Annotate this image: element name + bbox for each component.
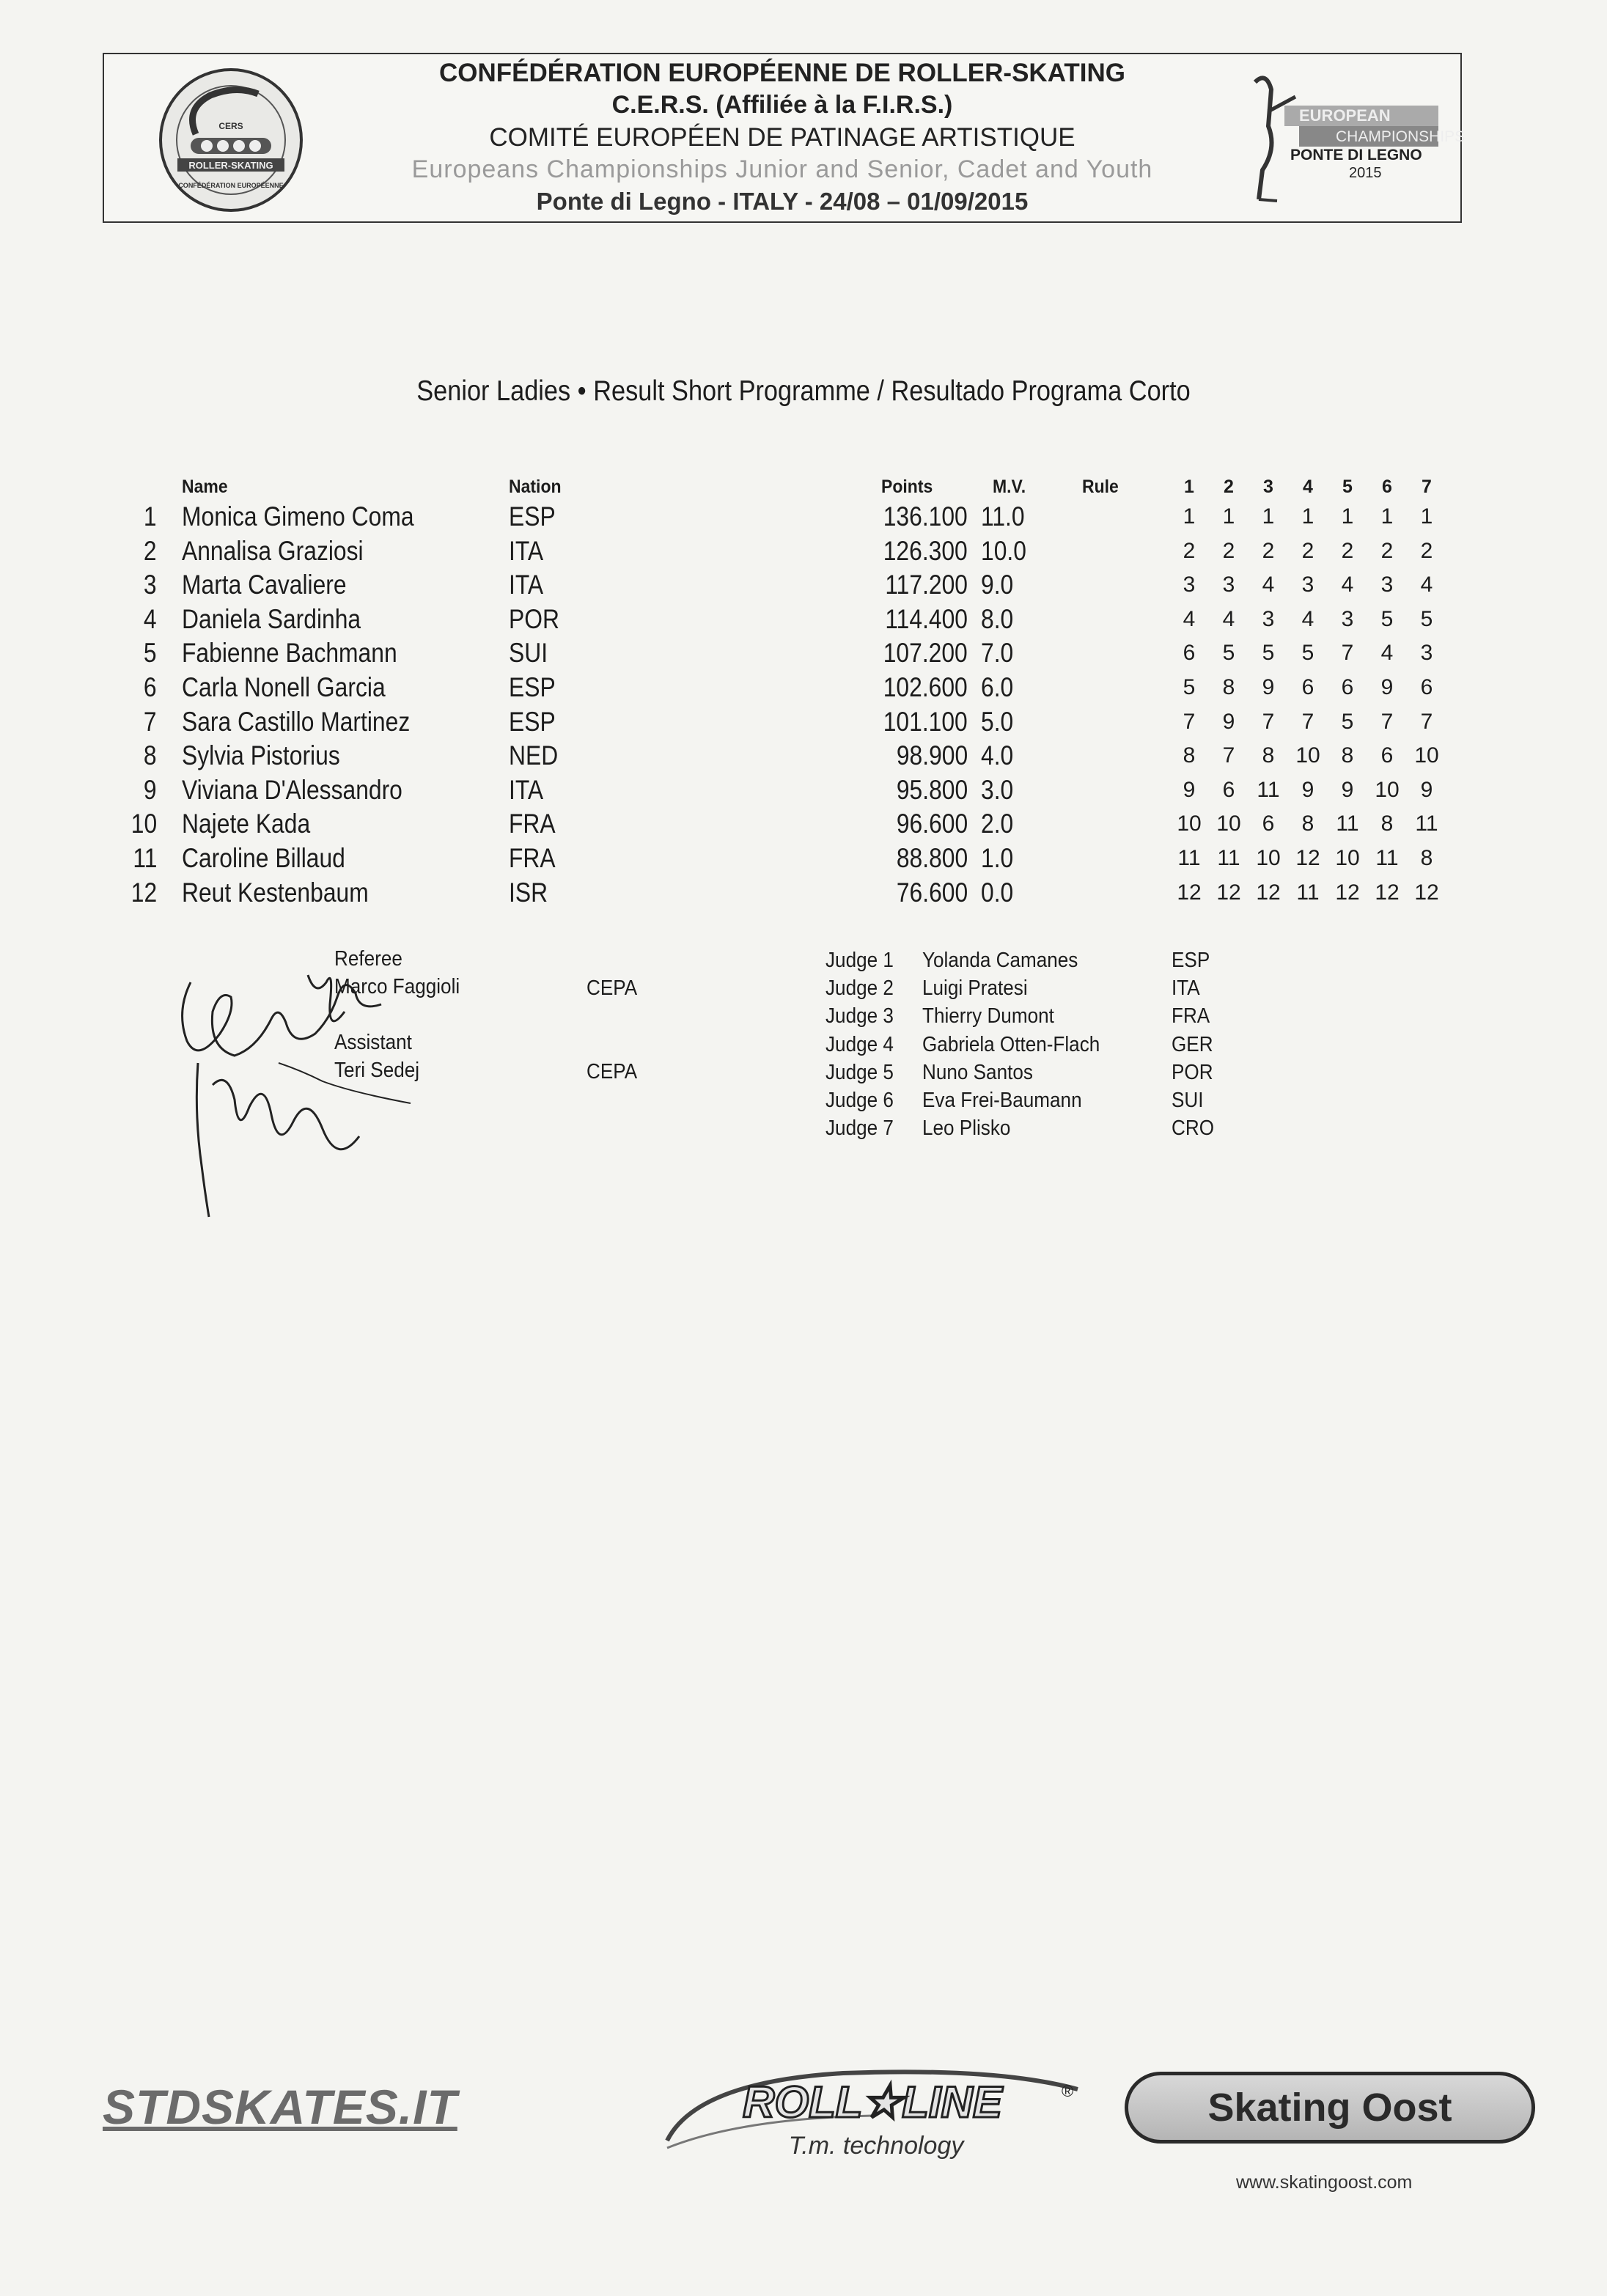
mv-cell: 1.0 xyxy=(981,843,1014,873)
points-cell: 126.300 xyxy=(883,535,968,566)
judge-panel-name: Leo Plisko xyxy=(922,1116,1011,1141)
judge-score-cell: 12 xyxy=(1256,880,1281,905)
place-cell: 12 xyxy=(130,877,157,908)
sponsor-stdskates: STDSKATES.IT xyxy=(103,2080,457,2134)
judge-score-cell: 3 xyxy=(1341,606,1354,631)
judge-panel-label: Judge 7 xyxy=(825,1116,894,1141)
judge-score-cell: 12 xyxy=(1295,846,1320,870)
judge-panel-name: Eva Frei-Baumann xyxy=(922,1089,1082,1112)
judge-score-cell: 10 xyxy=(1256,846,1281,870)
points-cell: 107.200 xyxy=(883,638,968,669)
judge-score-cell: 10 xyxy=(1335,846,1360,870)
judge-score-cell: 6 xyxy=(1420,675,1433,699)
judge-score-cell: 10 xyxy=(1414,743,1439,768)
championship-logo-text-1: EUROPEAN xyxy=(1299,106,1391,125)
judge-panel-nation: POR xyxy=(1172,1060,1213,1084)
judge-score-cell: 9 xyxy=(1341,777,1354,802)
judge-score-cell: 3 xyxy=(1222,573,1235,597)
judge-score-cell: 12 xyxy=(1414,880,1439,905)
judge-score-cell: 3 xyxy=(1420,641,1433,666)
points-cell: 117.200 xyxy=(885,570,968,600)
nation-cell: ITA xyxy=(509,774,544,805)
judge-score-cell: 1 xyxy=(1262,504,1275,529)
mv-cell: 4.0 xyxy=(981,740,1014,771)
judge-score-cell: 5 xyxy=(1262,641,1275,666)
nation-cell: FRA xyxy=(509,809,556,839)
judge-score-cell: 1 xyxy=(1301,504,1314,529)
judge-score-cell: 5 xyxy=(1183,675,1196,699)
points-cell: 88.800 xyxy=(896,843,968,873)
mv-cell: 7.0 xyxy=(981,638,1014,669)
assistant-label: Assistant xyxy=(334,1031,412,1054)
judge-score-cell: 2 xyxy=(1222,538,1235,563)
cers-logo-text-1: ROLLER-SKATING xyxy=(188,160,273,171)
judge-panel-label: Judge 2 xyxy=(825,976,894,1001)
place-cell: 1 xyxy=(144,501,157,531)
column-header-nation: Nation xyxy=(509,477,562,497)
place-cell: 5 xyxy=(144,638,157,669)
judge-panel-nation: GER xyxy=(1172,1032,1213,1056)
nation-cell: ESP xyxy=(509,501,556,531)
championship-logo xyxy=(1226,67,1466,207)
place-cell: 6 xyxy=(144,672,157,702)
header-line-4: Europeans Championships Junior and Senior, Cadet and Youth xyxy=(411,155,1153,183)
name-cell: Najete Kada xyxy=(182,809,311,839)
header-line-3: COMITÉ EUROPÉEN DE PATINAGE ARTISTIQUE xyxy=(489,123,1075,152)
judge-score-cell: 9 xyxy=(1301,777,1314,802)
judge-score-cell: 9 xyxy=(1262,675,1275,699)
championship-logo-text-3: PONTE DI LEGNO xyxy=(1290,147,1422,163)
column-header-name: Name xyxy=(182,477,228,497)
name-cell: Sara Castillo Martinez xyxy=(182,706,411,737)
place-cell: 8 xyxy=(144,740,157,771)
column-header-mv: M.V. xyxy=(993,477,1026,497)
judge-score-cell: 8 xyxy=(1262,743,1275,768)
mv-cell: 5.0 xyxy=(981,706,1014,737)
judge-score-cell: 7 xyxy=(1301,709,1314,734)
name-cell: Fabienne Bachmann xyxy=(182,638,397,669)
judge-header-5: 5 xyxy=(1342,477,1353,497)
place-cell: 9 xyxy=(144,774,157,805)
judge-score-cell: 4 xyxy=(1183,606,1196,631)
championship-logo-text-4: 2015 xyxy=(1349,165,1382,181)
name-cell: Sylvia Pistorius xyxy=(182,740,340,771)
nation-cell: ESP xyxy=(509,672,556,702)
judge-score-cell: 6 xyxy=(1183,641,1196,666)
assistant-name: Teri Sedej xyxy=(334,1059,420,1082)
judge-header-7: 7 xyxy=(1422,477,1432,497)
assistant-org: CEPA xyxy=(586,1060,638,1083)
name-cell: Caroline Billaud xyxy=(182,843,345,873)
judge-score-cell: 2 xyxy=(1262,538,1275,563)
judge-score-cell: 9 xyxy=(1183,777,1196,802)
mv-cell: 2.0 xyxy=(981,809,1014,839)
judge-score-cell: 4 xyxy=(1380,641,1394,666)
column-header-rule: Rule xyxy=(1082,477,1119,497)
judge-score-cell: 2 xyxy=(1183,538,1196,563)
judge-panel-label: Judge 3 xyxy=(825,1004,894,1029)
judge-score-cell: 8 xyxy=(1341,743,1354,768)
judge-panel-name: Nuno Santos xyxy=(922,1060,1033,1084)
judge-panel-nation: CRO xyxy=(1172,1116,1215,1141)
sponsor-skating-oost-url: www.skatingoost.com xyxy=(1236,2172,1413,2193)
judge-score-cell: 7 xyxy=(1222,743,1235,768)
place-cell: 10 xyxy=(130,809,157,839)
judge-score-cell: 4 xyxy=(1222,606,1235,631)
judge-header-2: 2 xyxy=(1224,477,1234,497)
judge-panel-label: Judge 1 xyxy=(825,949,894,972)
judge-header-4: 4 xyxy=(1303,477,1313,497)
judge-panel-name: Gabriela Otten-Flach xyxy=(922,1032,1100,1056)
judge-score-cell: 7 xyxy=(1262,709,1275,734)
points-cell: 101.100 xyxy=(883,706,968,737)
sponsor-roll-line-subtitle: T.m. technology xyxy=(788,2132,964,2160)
name-cell: Marta Cavaliere xyxy=(182,570,347,600)
judge-score-cell: 11 xyxy=(1296,880,1320,905)
judge-score-cell: 4 xyxy=(1420,573,1433,597)
mv-cell: 11.0 xyxy=(981,501,1025,531)
judge-score-cell: 10 xyxy=(1375,777,1400,802)
judge-score-cell: 7 xyxy=(1420,709,1433,734)
name-cell: Viviana D'Alessandro xyxy=(182,774,402,805)
judge-score-cell: 8 xyxy=(1183,743,1196,768)
cers-logo-text-2: CONFÉDÉRATION EUROPÉENNE xyxy=(178,182,284,189)
place-cell: 4 xyxy=(144,603,157,634)
judge-score-cell: 5 xyxy=(1380,606,1394,631)
judge-panel-nation: ITA xyxy=(1172,976,1200,1001)
judge-score-cell: 7 xyxy=(1341,641,1354,666)
judge-score-cell: 4 xyxy=(1301,606,1314,631)
nation-cell: ISR xyxy=(509,877,548,908)
judge-score-cell: 12 xyxy=(1177,880,1202,905)
judge-score-cell: 5 xyxy=(1341,709,1354,734)
judge-score-cell: 6 xyxy=(1262,812,1275,836)
points-cell: 95.800 xyxy=(896,774,968,805)
judge-score-cell: 1 xyxy=(1222,504,1235,529)
championship-logo-text-2: CHAMPIONSHIPS xyxy=(1336,128,1466,145)
judge-score-cell: 6 xyxy=(1222,777,1235,802)
judge-score-cell: 11 xyxy=(1336,812,1359,836)
judge-panel-nation: SUI xyxy=(1172,1089,1204,1112)
nation-cell: NED xyxy=(509,740,559,771)
document-title: Senior Ladies • Result Short Programme / Resultado Programa Corto xyxy=(416,375,1191,407)
points-cell: 136.100 xyxy=(883,501,968,531)
mv-cell: 10.0 xyxy=(981,535,1026,566)
mv-cell: 6.0 xyxy=(981,672,1014,702)
place-cell: 2 xyxy=(144,535,157,566)
header-line-1: CONFÉDÉRATION EUROPÉENNE DE ROLLER-SKATING xyxy=(439,59,1125,87)
header-line-5: Ponte di Legno - ITALY - 24/08 – 01/09/2015 xyxy=(536,188,1029,215)
points-cell: 96.600 xyxy=(896,809,968,839)
judge-score-cell: 3 xyxy=(1301,573,1314,597)
header-box xyxy=(103,53,1466,223)
nation-cell: FRA xyxy=(509,843,556,873)
judge-score-cell: 3 xyxy=(1380,573,1394,597)
judge-score-cell: 2 xyxy=(1380,538,1394,563)
name-cell: Monica Gimeno Coma xyxy=(182,501,414,531)
judge-score-cell: 12 xyxy=(1335,880,1360,905)
judge-panel-nation: FRA xyxy=(1172,1004,1210,1029)
judge-score-cell: 5 xyxy=(1301,641,1314,666)
name-cell: Annalisa Graziosi xyxy=(182,535,364,566)
referee-label: Referee xyxy=(334,947,402,971)
judge-header-1: 1 xyxy=(1184,477,1194,497)
judge-score-cell: 2 xyxy=(1420,538,1433,563)
mv-cell: 9.0 xyxy=(981,570,1014,600)
points-cell: 76.600 xyxy=(896,877,968,908)
nation-cell: ITA xyxy=(509,535,544,566)
judge-panel-label: Judge 6 xyxy=(825,1089,894,1112)
judge-score-cell: 8 xyxy=(1301,812,1314,836)
judge-score-cell: 12 xyxy=(1216,880,1241,905)
judge-score-cell: 2 xyxy=(1341,538,1354,563)
mv-cell: 8.0 xyxy=(981,603,1014,634)
judge-header-6: 6 xyxy=(1382,477,1392,497)
judge-score-cell: 5 xyxy=(1420,606,1433,631)
judge-panel-nation: ESP xyxy=(1172,949,1210,972)
nation-cell: SUI xyxy=(509,638,548,669)
judge-score-cell: 1 xyxy=(1183,504,1196,529)
column-header-points: Points xyxy=(881,477,933,497)
nation-cell: POR xyxy=(509,603,559,634)
judge-score-cell: 3 xyxy=(1183,573,1196,597)
sponsor-roll-line-text: ROLL★LINE xyxy=(743,2078,1002,2127)
place-cell: 7 xyxy=(144,706,157,737)
judge-score-cell: 6 xyxy=(1301,675,1314,699)
judge-score-cell: 11 xyxy=(1177,846,1201,870)
judge-score-cell: 10 xyxy=(1295,743,1320,768)
mv-cell: 3.0 xyxy=(981,774,1014,805)
judge-score-cell: 8 xyxy=(1420,846,1433,870)
judge-panel-name: Thierry Dumont xyxy=(922,1004,1054,1029)
nation-cell: ESP xyxy=(509,706,556,737)
judge-score-cell: 1 xyxy=(1380,504,1394,529)
sponsor-skating-oost: Skating Oost xyxy=(1125,2072,1535,2144)
place-cell: 11 xyxy=(132,843,157,873)
referee-org: CEPA xyxy=(586,976,638,1000)
judge-score-cell: 7 xyxy=(1183,709,1196,734)
judge-panel-label: Judge 5 xyxy=(825,1060,894,1084)
place-cell: 3 xyxy=(144,570,157,600)
judge-panel-name: Yolanda Camanes xyxy=(922,949,1078,972)
registered-mark: ® xyxy=(1062,2082,1074,2100)
judge-score-cell: 5 xyxy=(1222,641,1235,666)
judge-score-cell: 6 xyxy=(1341,675,1354,699)
judge-panel-name: Luigi Pratesi xyxy=(922,976,1028,1001)
referee-name: Marco Faggioli xyxy=(334,975,460,998)
judge-score-cell: 10 xyxy=(1177,812,1202,836)
cers-logo-text-3: CERS xyxy=(218,121,243,131)
judge-score-cell: 7 xyxy=(1380,709,1394,734)
points-cell: 102.600 xyxy=(883,672,968,702)
judge-score-cell: 11 xyxy=(1217,846,1240,870)
judge-score-cell: 8 xyxy=(1222,675,1235,699)
name-cell: Carla Nonell Garcia xyxy=(182,672,386,702)
judge-score-cell: 9 xyxy=(1222,709,1235,734)
judge-score-cell: 12 xyxy=(1375,880,1400,905)
judge-score-cell: 6 xyxy=(1380,743,1394,768)
name-cell: Reut Kestenbaum xyxy=(182,877,369,908)
judge-score-cell: 1 xyxy=(1341,504,1354,529)
mv-cell: 0.0 xyxy=(981,877,1014,908)
points-cell: 98.900 xyxy=(896,740,968,771)
sponsor-roll-line-logo xyxy=(652,2060,1092,2170)
judge-score-cell: 11 xyxy=(1375,846,1399,870)
judge-score-cell: 4 xyxy=(1341,573,1354,597)
judge-score-cell: 1 xyxy=(1420,504,1433,529)
judge-score-cell: 11 xyxy=(1415,812,1438,836)
judge-score-cell: 4 xyxy=(1262,573,1275,597)
judge-panel-label: Judge 4 xyxy=(825,1032,894,1056)
header-line-2: C.E.R.S. (Affiliée à la F.I.R.S.) xyxy=(611,91,953,119)
judge-score-cell: 9 xyxy=(1380,675,1394,699)
points-cell: 114.400 xyxy=(885,603,968,634)
judge-header-3: 3 xyxy=(1263,477,1273,497)
judge-score-cell: 3 xyxy=(1262,606,1275,631)
judge-score-cell: 2 xyxy=(1301,538,1314,563)
judge-score-cell: 9 xyxy=(1420,777,1433,802)
nation-cell: ITA xyxy=(509,570,544,600)
judge-score-cell: 8 xyxy=(1380,812,1394,836)
judge-score-cell: 10 xyxy=(1216,812,1241,836)
judge-score-cell: 11 xyxy=(1257,777,1280,802)
name-cell: Daniela Sardinha xyxy=(182,603,361,634)
